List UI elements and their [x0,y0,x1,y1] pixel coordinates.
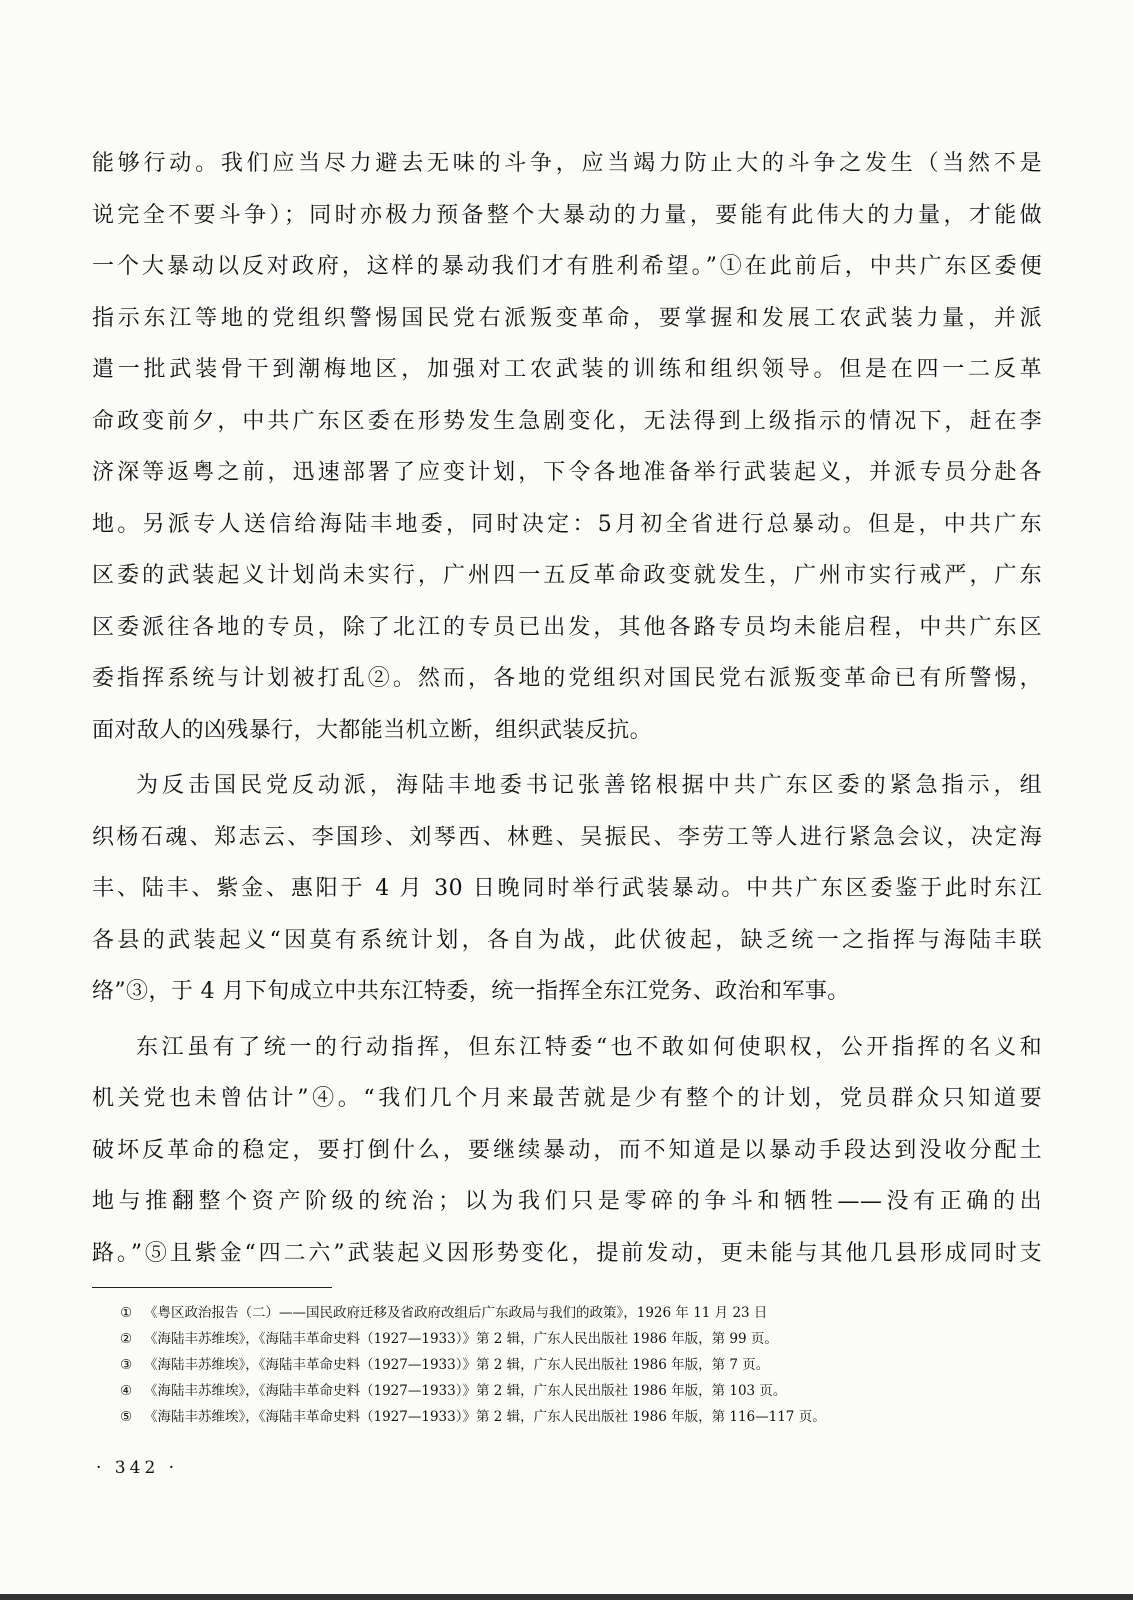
scan-edge [0,1594,1133,1600]
paragraph-2 [92,760,1042,1018]
footnote-text: 《粤区政治报告（二）——国民政府迁移及省政府改组后广东政局与我们的政策》，1926 年 11 月 23 日 [144,1305,768,1321]
text-line: 地与推翻整个资产阶级的统治；以为我们只是零碎的争斗和牺牲——没有正确的出 [92,1189,1042,1214]
text-line: 区委派往各地的专员，除了北江的专员已出发，其他各路专员均未能启程，中共广东区 [92,614,1042,640]
text-line: 络”③，于 4 月下旬成立中共东江特委，统一指挥全东江党务、政治和军事。 [92,979,850,1004]
text-line: 济深等返粤之前，迅速部署了应变计划，下令各地准备举行武装起义，并派专员分赴各 [92,460,1042,485]
text-line: 说完全不要斗争）；同时亦极力预备整个大暴动的力量，要能有此伟大的力量，才能做 [92,202,1042,228]
footnote-text: 《海陆丰苏维埃》，《海陆丰革命史料（1927—1933）》第 2 辑，广东人民出版社 1986 年版，第 116—117 页。 [144,1409,826,1425]
footnote-mark: ① [120,1305,133,1321]
text-line: 遣一批武装骨干到潮梅地区，加强对工农武装的训练和组织领导。但是在四一二反革 [92,357,1042,382]
footnote-text: 《海陆丰苏维埃》，《海陆丰革命史料（1927—1933）》第 2 辑，广东人民出版社 1986 年版，第 99 页。 [144,1331,778,1347]
text-line: 委指挥系统与计划被打乱②。然而，各地的党组织对国民党右派叛变革命已有所警惕， [92,666,1042,691]
paragraph-1 [92,138,1042,756]
footnote-2 [120,1326,1020,1352]
text-line: 指示东江等地的党组织警惕国民党右派叛变革命，要掌握和发展工农武装力量，并派 [92,305,1042,331]
text-line: 机关党也未曾估计”④。“我们几个月来最苦就是少有整个的计划，党员群众只知道要 [92,1086,1042,1111]
footnote-3 [120,1352,1020,1378]
text-line: 织杨石魂、郑志云、李国珍、刘琴西、林甦、吴振民、李劳工等人进行紧急会议，决定海 [92,824,1042,850]
footnote-mark: ② [120,1331,133,1347]
text-line: 各县的武装起义“因莫有系统计划，各自为战，此伏彼起，缺乏统一之指挥与海陆丰联 [92,927,1042,953]
paragraph-3 [92,1022,1042,1280]
footnotes [120,1300,1020,1430]
footnote-mark: ④ [120,1383,133,1399]
text-line: 路。”⑤且紫金“四二六”武装起义因形势变化，提前发动，更未能与其他几县形成同时支 [92,1240,1042,1266]
footnote-text: 《海陆丰苏维埃》，《海陆丰革命史料（1927—1933）》第 2 辑，广东人民出版社 1986 年版，第 7 页。 [144,1357,770,1373]
text-line: 面对敌人的凶残暴行，大都能当机立断，组织武装反抗。 [92,717,653,743]
footnote-mark: ⑤ [120,1409,133,1425]
text-line: 为反击国民党反动派，海陆丰地委书记张善铭根据中共广东区委的紧急指示，组 [136,773,1042,798]
footnote-mark: ③ [120,1357,133,1373]
footnote-text: 《海陆丰苏维埃》，《海陆丰革命史料（1927—1933）》第 2 辑，广东人民出版社 1986 年版，第 103 页。 [144,1383,787,1399]
footnote-4 [120,1378,1020,1404]
text-line: 地。另派专人送信给海陆丰地委，同时决定：5月初全省进行总暴动。但是，中共广东 [92,511,1042,537]
footnote-divider [92,1287,332,1288]
footnote-1 [120,1300,1020,1326]
text-line: 东江虽有了统一的行动指挥，但东江特委“也不敢如何使职权，公开指挥的名义和 [136,1034,1042,1060]
text-line: 区委的武装起义计划尚未实行，广州四一五反革命政变就发生，广州市实行戒严，广东 [92,563,1042,588]
text-line: 破坏反革命的稳定，要打倒什么，要继续暴动，而不知道是以暴动手段达到没收分配土 [92,1137,1042,1163]
text-line: 能够行动。我们应当尽力避去无味的斗争，应当竭力防止大的斗争之发生（当然不是 [92,151,1042,176]
body-text [92,138,1042,1279]
page-number: · 342 · [96,1458,179,1478]
text-line: 丰、陆丰、紫金、惠阳于 4 月 30 日晚同时举行武装暴动。中共广东区委鉴于此时东江 [92,876,1042,901]
text-line: 命政变前夕，中共广东区委在形势发生急剧变化，无法得到上级指示的情况下，赶在李 [92,408,1042,434]
text-line: 一个大暴动以反对政府，这样的暴动我们才有胜利希望。”①在此前后，中共广东区委便 [92,254,1042,279]
footnote-5 [120,1404,1020,1430]
